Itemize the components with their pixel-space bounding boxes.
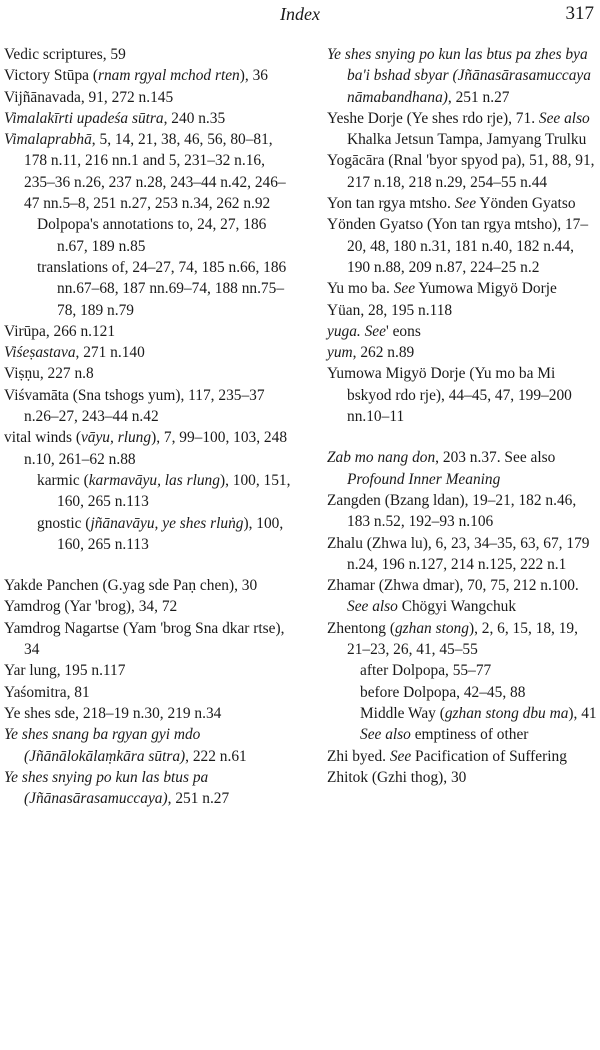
index-subentry: translations of, 24–27, 74, 185 n.66, 186 nn.67–68, 187 nn.69–74, 188 nn.75–78, 189 n.79 xyxy=(37,258,287,319)
index-entry: Zhi byed. See Pacification of Suffering xyxy=(327,747,567,765)
index-entry: Yumowa Migyö Dorje (Yu mo ba Mi bskyod rdo rje), 44–45, 47, 199–200 nn.10–11 xyxy=(327,365,572,426)
index-entry: Yu mo ba. See Yumowa Migyö Dorje xyxy=(327,280,557,298)
index-entry: vital winds (vāyu, rlung), 7, 99–100, 103, 248 n.10, 261–62 n.88 xyxy=(4,429,288,468)
index-entry: Viśvamāta (Sna tshogs yum), 117, 235–37 n.26–27, 243–44 n.42 xyxy=(4,386,265,426)
index-entry: Zhentong (gzhan stong), 2, 6, 15, 18, 19, 21–23, 26, 41, 45–55 xyxy=(327,619,578,659)
running-title: Index xyxy=(280,4,320,24)
index-entry: Yon tan rgya mtsho. See Yönden Gyatso xyxy=(327,195,576,213)
index-entry: Vijñānavada, 91, 272 n.145 xyxy=(4,88,174,106)
index-entry: Zangden (Bzang ldan), 19–21, 182 n.46, 183 n.52, 192–93 n.106 xyxy=(327,491,577,531)
index-entry: Yaśomitra, 81 xyxy=(4,683,90,701)
index-entry: Ye shes snying po kun las btus pa (Jñānasārasamuccaya), 251 n.27 xyxy=(4,768,230,808)
index-subentry: gnostic (jñānavāyu, ye shes rluṅg), 100, 160, 265 n.113 xyxy=(37,514,284,553)
index-entry: Vedic scriptures, 59 xyxy=(4,46,126,63)
index-subentry: karmic (karmavāyu, las rlung), 100, 151, 160, 265 n.113 xyxy=(37,471,291,511)
index-entry: Ye shes sde, 218–19 n.30, 219 n.34 xyxy=(4,704,222,722)
index-entry: Victory Stūpa (rnam rgyal mchod rten), 36 xyxy=(4,67,268,85)
index-entry: Yamdrog Nagartse (Yam 'brog Sna dkar rtse), 34 xyxy=(4,619,285,659)
index-entry: Yar lung, 195 n.117 xyxy=(4,662,126,680)
index-subentry: Middle Way (gzhan stong dbu ma), 41 xyxy=(360,704,597,722)
index-entry: Zhalu (Zhwa lu), 6, 23, 34–35, 63, 67, 179 n.24, 196 n.127, 214 n.125, 222 n.1 xyxy=(327,534,590,573)
index-entry: Zab mo nang don, 203 n.37. See also Profound Inner Meaning xyxy=(327,449,556,488)
index-entry: Zhamar (Zhwa dmar), 70, 75, 212 n.100. See also Chögyi Wangchuk xyxy=(327,577,579,616)
index-entry: Virūpa, 266 n.121 xyxy=(4,322,116,340)
page-number: 317 xyxy=(565,3,594,24)
index-entry: Ye shes snang ba rgyan gyi mdo (Jñānālokālaṃkāra sūtra), 222 n.61 xyxy=(4,726,247,765)
index-entry: yum, 262 n.89 xyxy=(327,344,415,362)
index-subentry: before Dolpopa, 42–45, 88 xyxy=(360,683,526,701)
index-entry: Vimalakīrti upadeśa sūtra, 240 n.35 xyxy=(4,109,226,127)
index-entry: Zhitok (Gzhi thog), 30 xyxy=(327,768,467,786)
index-entry: Yüan, 28, 195 n.118 xyxy=(327,301,453,319)
index-entry: Yönden Gyatso (Yon tan rgya mtsho), 17–20, 48, 180 n.31, 181 n.40, 182 n.44, 190 n.88, 209 n.87, 224–25 n.2 xyxy=(327,216,589,276)
index-subentry: See also emptiness of other xyxy=(360,726,529,744)
index-entry: Viṣṇu, 227 n.8 xyxy=(4,365,94,383)
index-column-right xyxy=(327,44,599,788)
index-entry: Yogācāra (Rnal 'byor spyod pa), 51, 88, 91, 217 n.18, 218 n.29, 254–55 n.44 xyxy=(327,152,595,191)
index-entry: Yamdrog (Yar 'brog), 34, 72 xyxy=(4,598,178,616)
running-head xyxy=(0,2,600,28)
index-subentry: after Dolpopa, 55–77 xyxy=(360,662,492,680)
index-entry: Yakde Panchen (G.yag sde Paṇ chen), 30 xyxy=(4,577,258,595)
index-entry: Viśeṣastava, 271 n.140 xyxy=(4,344,145,362)
index-entry: Ye shes snying po kun las btus pa zhes bya ba'i bshad sbyar (Jñānasārasamuccaya nāmabandhana), 251 n.27 xyxy=(327,46,591,106)
index-subentry: Dolpopa's annotations to, 24, 27, 186 n.67, 189 n.85 xyxy=(37,216,267,255)
index-column-left xyxy=(4,44,294,809)
index-entry: yuga. See' eons xyxy=(327,322,421,340)
index-entry: Vimalaprabhā, 5, 14, 21, 38, 46, 56, 80–81, 178 n.11, 216 nn.1 and 5, 231–32 n.16, 235–36 n.26, 237 n.28, 243–44 n.42, 246–47 nn.5–8, 251 n.27, 253 n.34, 262 n.92 xyxy=(4,131,286,213)
index-entry: Yeshe Dorje (Ye shes rdo rje), 71. See also Khalka Jetsun Tampa, Jamyang Trulku xyxy=(327,109,590,149)
